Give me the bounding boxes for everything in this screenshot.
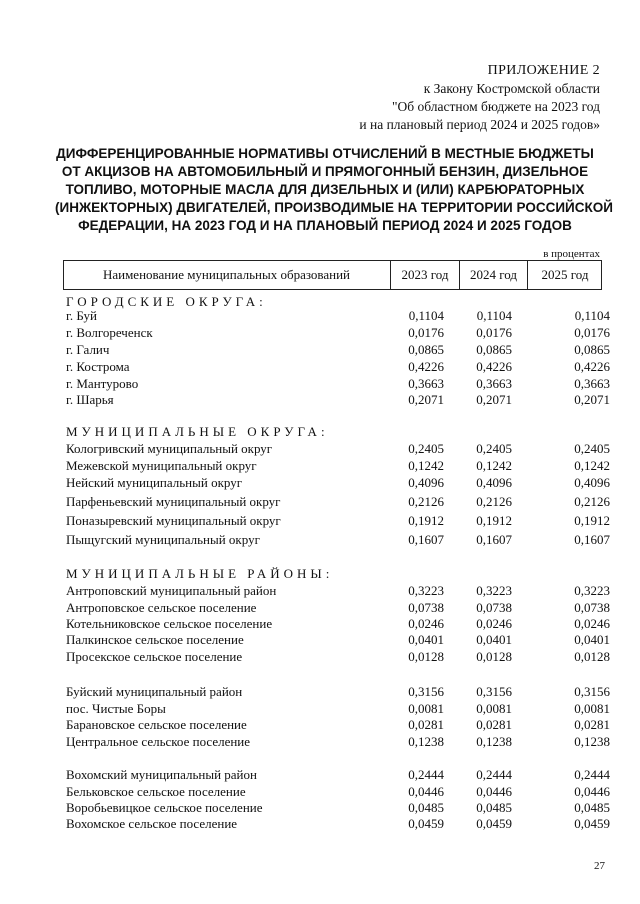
municipality-name: г. Галич xyxy=(66,342,110,357)
table-row xyxy=(0,583,640,599)
municipality-name: Антроповский муниципальный район xyxy=(66,583,277,598)
annex-law-name: "Об областном бюджете на 2023 год xyxy=(392,99,600,114)
title-line: ТОПЛИВО, МОТОРНЫЕ МАСЛА ДЛЯ ДИЗЕЛЬНЫХ И (ИЛИ) КАРБЮРАТОРНЫХ xyxy=(65,182,585,197)
value-2023: 0,1607 xyxy=(408,532,444,547)
value-2024: 0,1607 xyxy=(476,532,512,547)
value-2025: 0,2071 xyxy=(574,392,610,407)
value-2024: 0,2444 xyxy=(476,767,512,782)
table-row xyxy=(0,458,640,474)
municipality-name: Антроповское сельское поселение xyxy=(66,600,257,615)
municipality-name: Нейский муниципальный округ xyxy=(66,475,243,490)
table-row xyxy=(0,800,640,816)
annex-title: ПРИЛОЖЕНИЕ 2 xyxy=(487,63,600,78)
value-2025: 0,0128 xyxy=(574,649,610,664)
value-2024: 0,2126 xyxy=(476,494,512,509)
annex-law: к Закону Костромской области xyxy=(423,81,600,96)
value-2023: 0,0281 xyxy=(408,717,444,732)
value-2023: 0,1238 xyxy=(408,734,444,749)
value-2025: 0,1607 xyxy=(574,532,610,547)
table-row xyxy=(0,734,640,750)
value-2024: 0,0176 xyxy=(476,325,512,340)
value-2024: 0,3663 xyxy=(476,376,512,391)
value-2023: 0,3223 xyxy=(408,583,444,598)
value-2025: 0,0401 xyxy=(574,632,610,647)
table-row xyxy=(0,532,640,548)
table-row xyxy=(0,342,640,358)
value-2024: 0,0401 xyxy=(476,632,512,647)
municipality-name: Парфеньевский муниципальный округ xyxy=(66,494,281,509)
table-row xyxy=(0,684,640,700)
value-2024: 0,3223 xyxy=(476,583,512,598)
title-line: ФЕДЕРАЦИИ, НА 2023 ГОД И НА ПЛАНОВЫЙ ПЕРИОД 2024 И 2025 ГОДОВ xyxy=(78,218,572,233)
municipality-name: Центральное сельское поселение xyxy=(66,734,251,749)
title-line: ДИФФЕРЕНЦИРОВАННЫЕ НОРМАТИВЫ ОТЧИСЛЕНИЙ В МЕСТНЫЕ БЮДЖЕТЫ xyxy=(56,146,594,161)
value-2023: 0,1242 xyxy=(408,458,444,473)
annex-law-period: и на плановый период 2024 и 2025 годов» xyxy=(359,117,600,132)
table-row xyxy=(0,616,640,632)
value-2023: 0,0459 xyxy=(408,816,444,831)
table-row xyxy=(0,325,640,341)
value-2024: 0,0738 xyxy=(476,600,512,615)
title-line: (ИНЖЕКТОРНЫХ) ДВИГАТЕЛЕЙ, ПРОИЗВОДИМЫЕ НА ТЕРРИТОРИИ РОССИЙСКОЙ xyxy=(55,200,613,215)
municipality-name: Пыщугский муниципальный округ xyxy=(66,532,260,547)
value-2025: 0,1912 xyxy=(574,513,610,528)
value-2025: 0,0865 xyxy=(574,342,610,357)
value-2023: 0,3156 xyxy=(408,684,444,699)
page-number: 27 xyxy=(594,860,605,872)
value-2025: 0,3223 xyxy=(574,583,610,598)
municipality-name: Барановское сельское поселение xyxy=(66,717,247,732)
value-2025: 0,0459 xyxy=(574,816,610,831)
header-2025: 2025 год xyxy=(541,267,589,282)
section-header: ГОРОДСКИЕ ОКРУГА: xyxy=(66,294,267,309)
value-2024: 0,0246 xyxy=(476,616,512,631)
value-2023: 0,3663 xyxy=(408,376,444,391)
value-2023: 0,2126 xyxy=(408,494,444,509)
value-2025: 0,1104 xyxy=(574,308,610,323)
value-2023: 0,0176 xyxy=(408,325,444,340)
municipality-name: Кологривский муниципальный округ xyxy=(66,441,273,456)
value-2025: 0,0176 xyxy=(574,325,610,340)
municipality-name: г. Кострома xyxy=(66,359,130,374)
value-2024: 0,4226 xyxy=(476,359,512,374)
municipality-name: г. Буй xyxy=(66,308,97,323)
value-2024: 0,2405 xyxy=(476,441,512,456)
value-2025: 0,0446 xyxy=(574,784,610,799)
section-header: МУНИЦИПАЛЬНЫЕ РАЙОНЫ: xyxy=(66,566,334,581)
value-2024: 0,1238 xyxy=(476,734,512,749)
municipality-name: пос. Чистые Боры xyxy=(66,701,166,716)
table-row xyxy=(0,632,640,648)
municipality-name: Межевской муниципальный округ xyxy=(66,458,257,473)
value-2024: 0,1242 xyxy=(476,458,512,473)
municipality-name: Вохомский муниципальный район xyxy=(66,767,257,782)
value-2025: 0,2126 xyxy=(574,494,610,509)
municipality-name: Палкинское сельское поселение xyxy=(66,632,244,647)
value-2023: 0,0401 xyxy=(408,632,444,647)
value-2024: 0,0281 xyxy=(476,717,512,732)
value-2025: 0,2444 xyxy=(574,767,610,782)
header-2024: 2024 год xyxy=(470,267,517,282)
header-2023: 2023 год xyxy=(401,267,449,282)
header-name: Наименование муниципальных образований xyxy=(102,267,351,282)
table-row xyxy=(0,600,640,616)
value-2023: 0,1912 xyxy=(408,513,444,528)
value-2025: 0,4226 xyxy=(574,359,610,374)
value-2024: 0,2071 xyxy=(476,392,512,407)
value-2024: 0,4096 xyxy=(476,475,512,490)
value-2023: 0,0738 xyxy=(408,600,444,615)
value-2023: 0,1104 xyxy=(408,308,444,323)
value-2025: 0,3663 xyxy=(574,376,610,391)
value-2023: 0,0246 xyxy=(408,616,444,631)
value-2025: 0,0081 xyxy=(574,701,610,716)
value-2025: 0,0281 xyxy=(574,717,610,732)
value-2023: 0,0128 xyxy=(408,649,444,664)
table-row xyxy=(0,767,640,783)
municipality-name: Бельковское сельское поселение xyxy=(66,784,246,799)
value-2023: 0,0081 xyxy=(408,701,444,716)
value-2025: 0,1238 xyxy=(574,734,610,749)
municipality-name: Буйский муниципальный район xyxy=(66,684,243,699)
value-2025: 0,3156 xyxy=(574,684,610,699)
table-row xyxy=(0,475,640,491)
value-2024: 0,1104 xyxy=(476,308,512,323)
municipality-name: Котельниковское сельское поселение xyxy=(66,616,273,631)
table-row xyxy=(0,441,640,457)
municipality-name: г. Волгореченск xyxy=(66,325,153,340)
value-2025: 0,0485 xyxy=(574,800,610,815)
value-2023: 0,4226 xyxy=(408,359,444,374)
table-row xyxy=(0,816,640,832)
value-2023: 0,2405 xyxy=(408,441,444,456)
table-row xyxy=(0,717,640,733)
table-row xyxy=(0,376,640,392)
municipality-name: г. Шарья xyxy=(66,392,114,407)
municipality-name: Просекское сельское поселение xyxy=(66,649,243,664)
value-2023: 0,0865 xyxy=(408,342,444,357)
value-2024: 0,0865 xyxy=(476,342,512,357)
table-row xyxy=(0,649,640,665)
value-2024: 0,3156 xyxy=(476,684,512,699)
value-2025: 0,2405 xyxy=(574,441,610,456)
value-2023: 0,2444 xyxy=(408,767,444,782)
value-2025: 0,4096 xyxy=(574,475,610,490)
value-2024: 0,0485 xyxy=(476,800,512,815)
value-2023: 0,4096 xyxy=(408,475,444,490)
value-2024: 0,0128 xyxy=(476,649,512,664)
table-row xyxy=(0,784,640,800)
value-2024: 0,0081 xyxy=(476,701,512,716)
value-2024: 0,0459 xyxy=(476,816,512,831)
municipality-name: Воробьевицкое сельское поселение xyxy=(66,800,263,815)
table-row xyxy=(0,308,640,324)
units-label: в процентах xyxy=(543,248,600,260)
section-header: МУНИЦИПАЛЬНЫЕ ОКРУГА: xyxy=(66,424,329,439)
municipality-name: Поназыревский муниципальный округ xyxy=(66,513,281,528)
value-2023: 0,0446 xyxy=(408,784,444,799)
value-2024: 0,1912 xyxy=(476,513,512,528)
table-row xyxy=(0,513,640,529)
value-2025: 0,1242 xyxy=(574,458,610,473)
table-row xyxy=(0,392,640,408)
municipality-name: Вохомское сельское поселение xyxy=(66,816,238,831)
value-2023: 0,2071 xyxy=(408,392,444,407)
value-2025: 0,0246 xyxy=(574,616,610,631)
table-row xyxy=(0,359,640,375)
table-row xyxy=(0,701,640,717)
value-2025: 0,0738 xyxy=(574,600,610,615)
title-line: ОТ АКЦИЗОВ НА АВТОМОБИЛЬНЫЙ И ПРЯМОГОННЫЙ БЕНЗИН, ДИЗЕЛЬНОЕ xyxy=(61,164,589,179)
value-2023: 0,0485 xyxy=(408,800,444,815)
municipality-name: г. Мантурово xyxy=(66,376,139,391)
value-2024: 0,0446 xyxy=(476,784,512,799)
table-row xyxy=(0,494,640,510)
